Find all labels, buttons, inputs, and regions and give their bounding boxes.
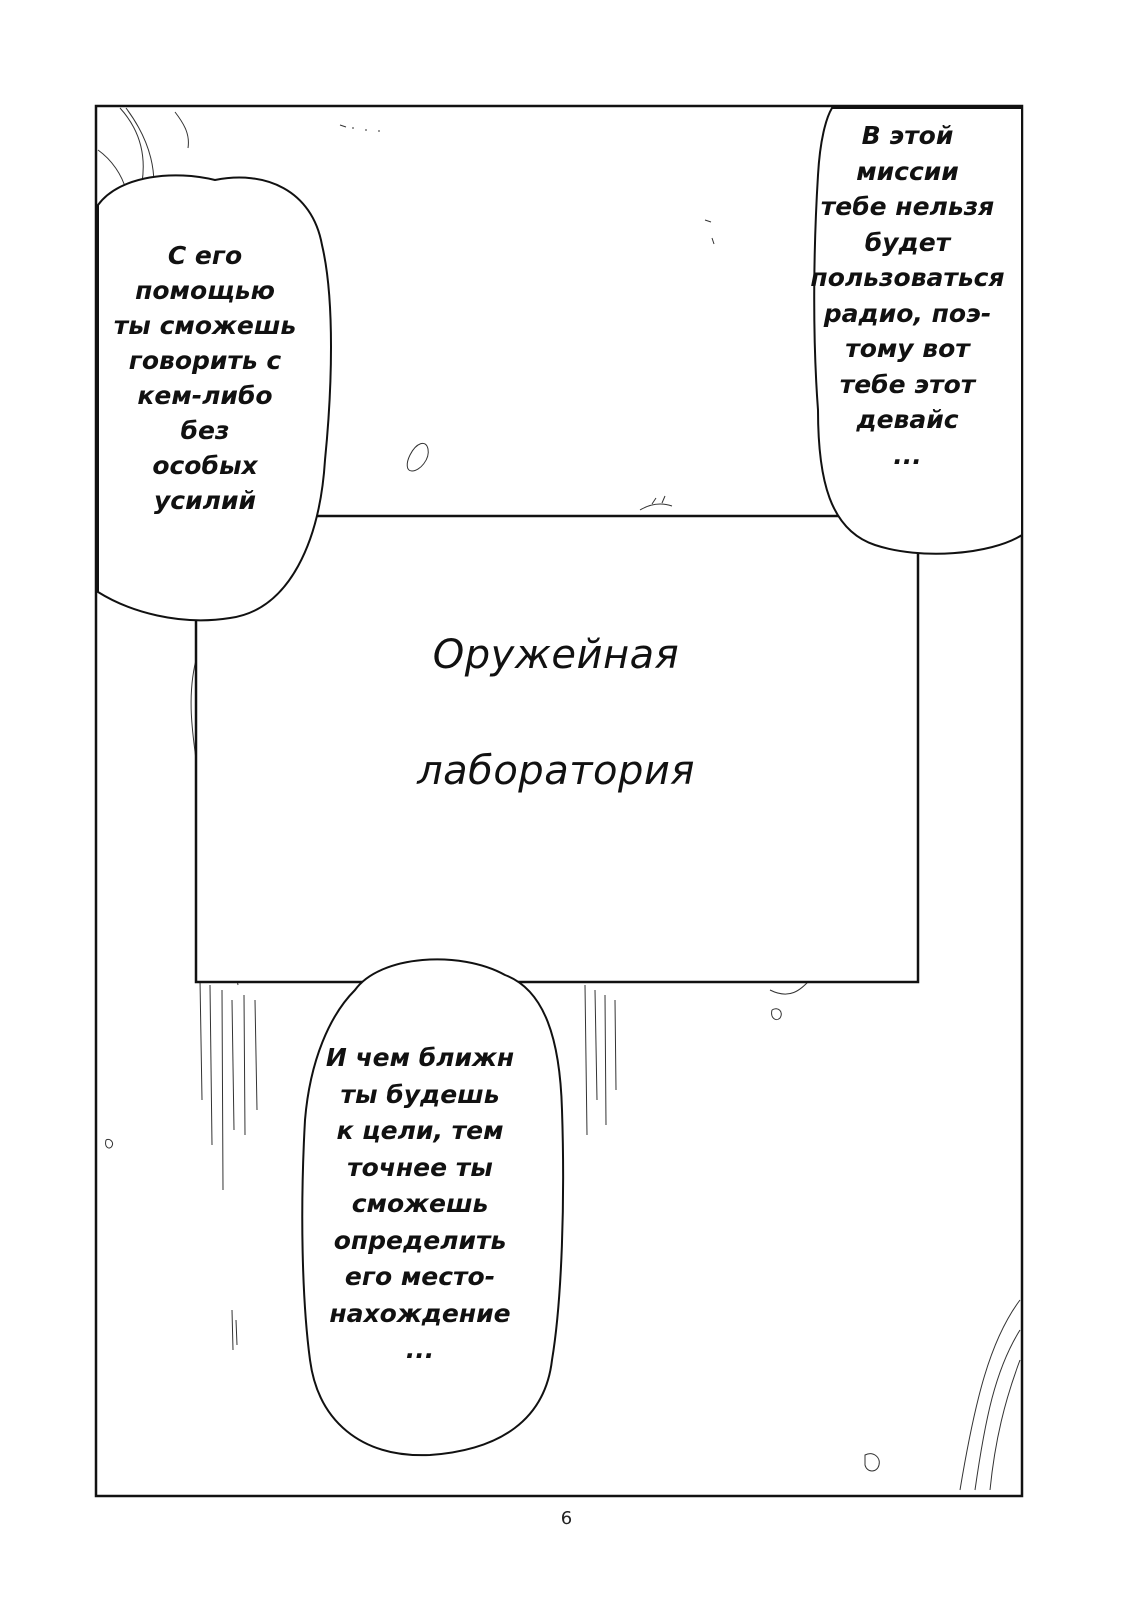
speech-bubble-bottom-text: И чем ближн ты будешь к цели, тем точнее ты сможешь определить его место- нахождение ... xyxy=(325,1043,515,1364)
page-number: 6 xyxy=(560,1508,573,1529)
speech-bubble-right-text: В этой миссии тебе нельзя будет пользоваться радио, поэ- тому вот тебе этот девайс ... xyxy=(810,121,1005,470)
caption-title-line-2: лаборатория xyxy=(417,748,695,794)
speech-bubble-left-text: С его помощью ты сможешь говорить с кем-либо без особых усилий xyxy=(113,241,297,515)
caption-title-line-1: Оружейная xyxy=(432,632,680,678)
